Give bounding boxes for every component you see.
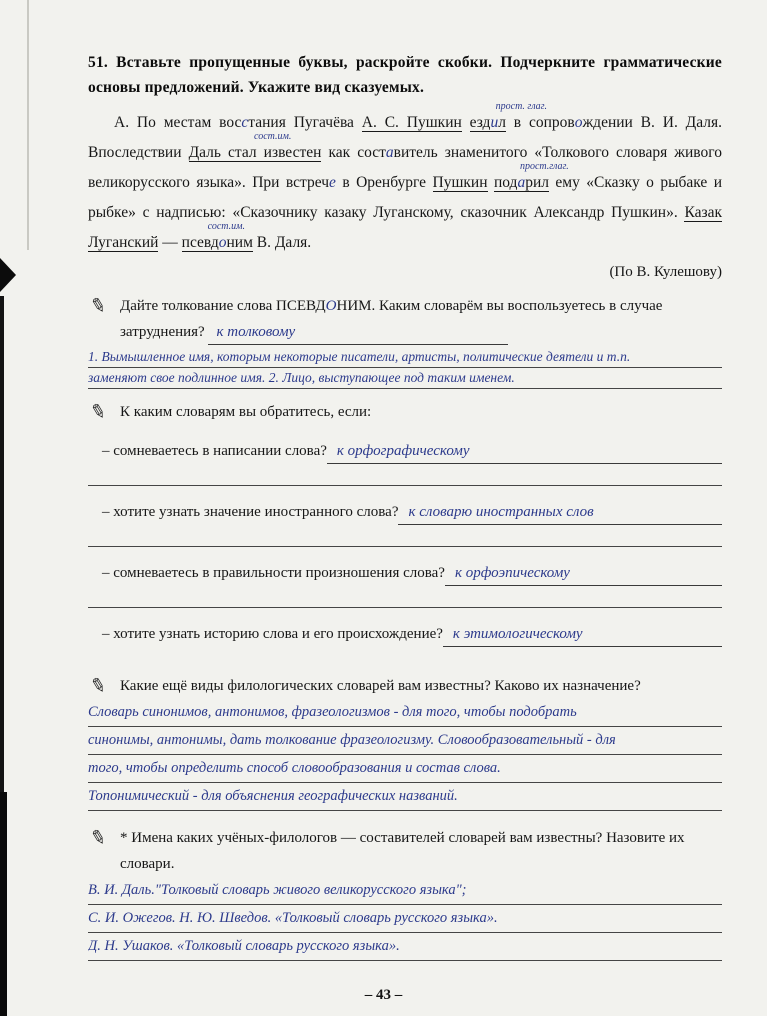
definition-answer-block [88,347,722,389]
text-segment: в Оренбурге [335,174,433,191]
dictionary-question: – хотите узнать историю слова и его происхождение? [102,626,443,642]
definition-line: заменяют свое подлинное имя. 2. Лицо, выступающее под таким именем. [88,368,722,389]
definition-line: 1. Вымышленное имя, которым некоторые писатели, артисты, политические деятели и т.п. [88,347,722,368]
page-number: – 43 – [364,987,403,1003]
task-definition [88,293,722,345]
dictionary-answer: к этимологическому [443,622,722,647]
task-dictionaries-intro: К каким словарям вы обратитесь, если: [120,404,372,420]
handwritten-answer-line: В. И. Даль."Толковый словарь живого великорусского языка"; [88,877,722,905]
scan-artifact-line [27,0,29,250]
dictionary-answer: к орфографическому [327,439,722,464]
text-segment: а [517,174,526,191]
task-philologists [88,825,722,877]
text-segment: под прост.глаг. [493,161,569,191]
text-segment: — [158,234,182,251]
handwritten-answer-line: Топонимический - для объяснения географических названий. [88,783,722,811]
text-segment: л [498,114,506,131]
grammar-note: прост.глаг. [519,161,569,172]
text-segment: ждении В. И. Даля. Впоследствии [88,114,722,161]
task-other-dictionaries [88,673,722,699]
pencil-icon: ✎ [87,294,109,319]
ruled-line [88,586,722,608]
text-segment: О [325,298,337,314]
handwritten-answer-line: Д. Н. Ушаков. «Толковый словарь русского языка». [88,933,722,961]
text-segment: с [241,114,249,131]
handwritten-answer-line: синонимы, антонимы, дать толкование фразеологизму. Словообразовательный - для [88,727,722,755]
pencil-icon: ✎ [87,826,109,851]
scan-artifact-bar-lower [0,792,7,1016]
grammar-note: прост. глаг. [495,101,547,112]
text-segment: Пушкин [432,174,488,191]
dictionary-question: – сомневаетесь в написании слова? [102,443,327,459]
text-segment: и [490,114,499,131]
text-segment: В. Даля. [252,234,312,251]
pencil-icon: ✎ [87,674,109,699]
task-dictionaries [88,399,722,425]
text-segment [488,174,494,191]
text-segment: Даль [188,144,229,161]
page-content [88,50,722,961]
text-segment: как сост [321,144,386,161]
text-segment: ним [226,234,253,251]
text-segment: А. С. Пушкин [361,114,462,131]
dictionary-question: – хотите узнать значение иностранного слова? [102,504,399,520]
text-segment [462,114,470,131]
text-segment: Казак Луганский [88,204,722,251]
dictionary-question: – сомневаетесь в правильности произношения слова? [102,565,445,581]
text-segment: тания Пугачёва [248,114,362,131]
ruled-line [88,464,722,486]
text-segment: витель знаменитого «Толкового словаря живого великорусского языка». При встреч [88,144,722,191]
handwritten-answer-line: того, чтобы определить способ словообразования и состав слова. [88,755,722,783]
scan-artifact-wedge [0,258,16,292]
text-segment: рил [525,174,549,191]
dictionary-question-row [88,439,722,464]
dictionary-question-row [88,500,722,525]
task-definition-answer: к толковому [208,320,508,345]
dictionary-answer: к орфоэпическому [445,561,722,586]
text-segment: езд прост. глаг. [469,101,547,131]
text-segment: А. По местам вос [114,114,242,131]
attribution: (По В. Кулешову) [609,264,722,280]
dictionary-answer: к словарю иностранных слов [398,500,722,525]
task-other-question: Какие ещё виды филологических словарей вам известны? Каково их назначение? [120,678,641,694]
grammar-note: сост.им. [207,221,246,232]
text-segment: а [385,144,394,161]
text-segment: Дайте толкование слова ПСЕВД [120,298,326,314]
exercise-title: 51. Вставьте пропущенные буквы, раскройте скобки. Подчеркните грамматические основы предложений. Укажите вид сказуемых. [88,54,722,96]
dictionary-question-row [88,622,722,647]
handwritten-answer-line: Словарь синонимов, антонимов, фразеологизмов - для того, чтобы подобрать [88,699,722,727]
text-segment: псевд сост.им. [181,221,246,251]
text-segment: НИМ. Каким словарём вы воспользуетесь в случае затруднения? [120,298,663,340]
text-segment: стал известен сост.им. [228,131,322,161]
handwritten-answer-line: С. И. Ожегов. Н. Ю. Шведов. «Толковый словарь русского языка». [88,905,722,933]
task-philologists-question: * Имена каких учёных-филологов — составителей словарей вам известны? Назовите их словари. [120,830,685,872]
paragraph-a [88,101,723,258]
ruled-line [88,525,722,547]
text-segment: е [329,174,336,191]
text-segment: о [218,234,227,251]
text-segment: ему «Сказку о рыбаке и рыбке» с надписью: «Сказочнику казаку Луганскому, сказочник Александр Пушкин». [88,174,723,221]
pencil-icon: ✎ [87,400,109,425]
grammar-note: сост.им. [254,131,292,142]
scan-artifact-bar [0,296,4,796]
dictionary-question-row [88,561,722,586]
text-segment: о [574,114,583,131]
text-segment: в сопров [505,114,575,131]
